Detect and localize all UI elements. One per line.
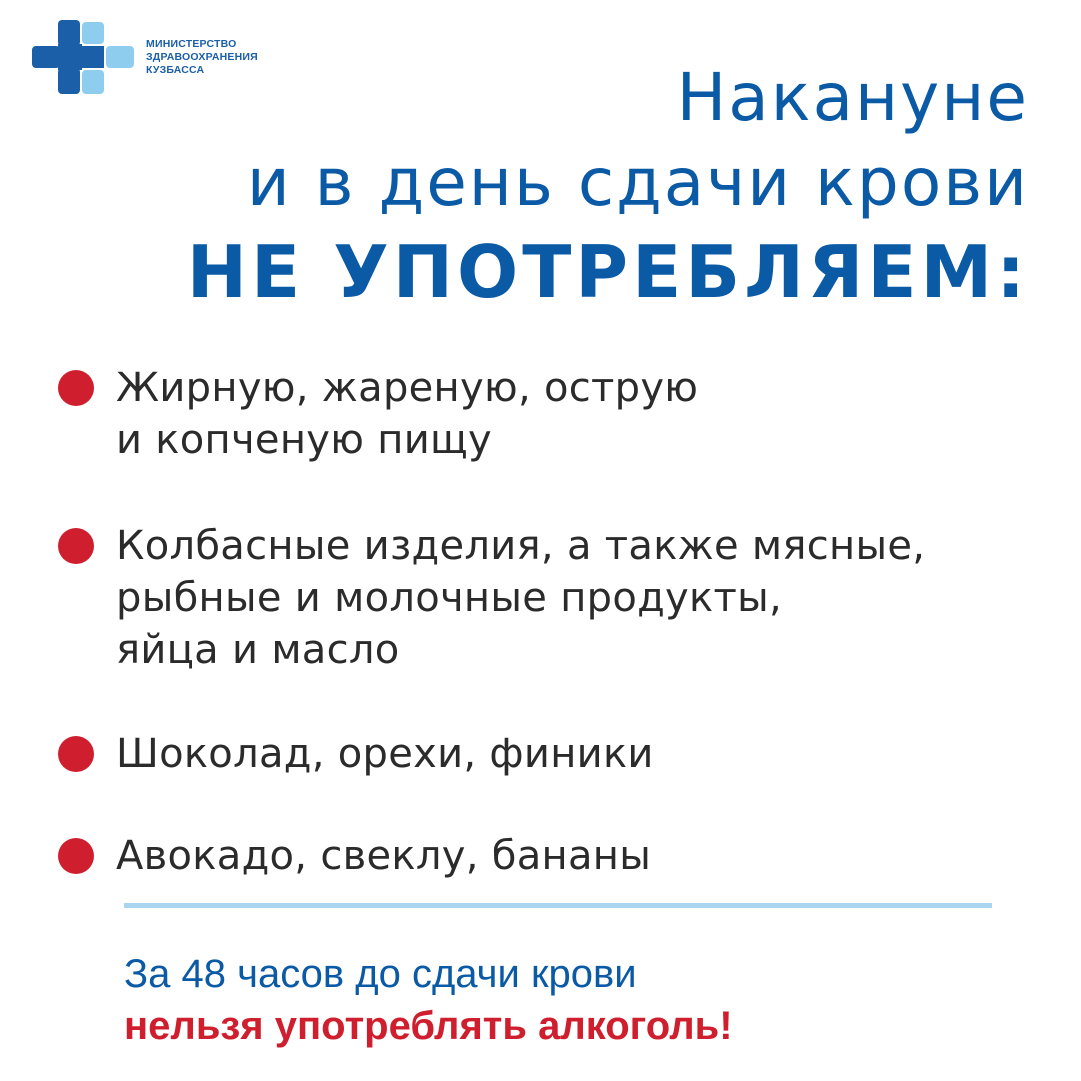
list-item-text: Шоколад, орехи, финики [116,731,654,777]
bullet-icon [58,370,94,406]
bullet-icon [58,736,94,772]
ministry-logo-icon [30,18,138,100]
footer-warning [124,948,733,1052]
logo-line-1: МИНИСТЕРСТВО [146,38,237,50]
divider [124,903,992,908]
list-item-text: Жирную, жареную, острую и копченую пищу [116,365,699,463]
bullet-icon [58,838,94,874]
footer-line-2: нельзя употреблять алкоголь! [124,1004,733,1048]
list-item-text: Авокадо, свеклу, бананы [116,833,652,879]
bullet-icon [58,528,94,564]
page-heading [187,58,1029,316]
footer-line-1: За 48 часов до сдачи крови [124,952,637,996]
logo-line-3: КУЗБАССА [146,64,205,76]
heading-line-3: НЕ УПОТРЕБЛЯЕМ: [186,230,1029,314]
heading-line-2: и в день сдачи крови [246,144,1029,221]
list-item-text: Колбасные изделия, а также мясные, рыбные и молочные продукты, яйца и масло [116,523,926,673]
logo-line-2: ЗДРАВООХРАНЕНИЯ [146,51,258,63]
heading-line-1: Накануне [676,59,1029,136]
